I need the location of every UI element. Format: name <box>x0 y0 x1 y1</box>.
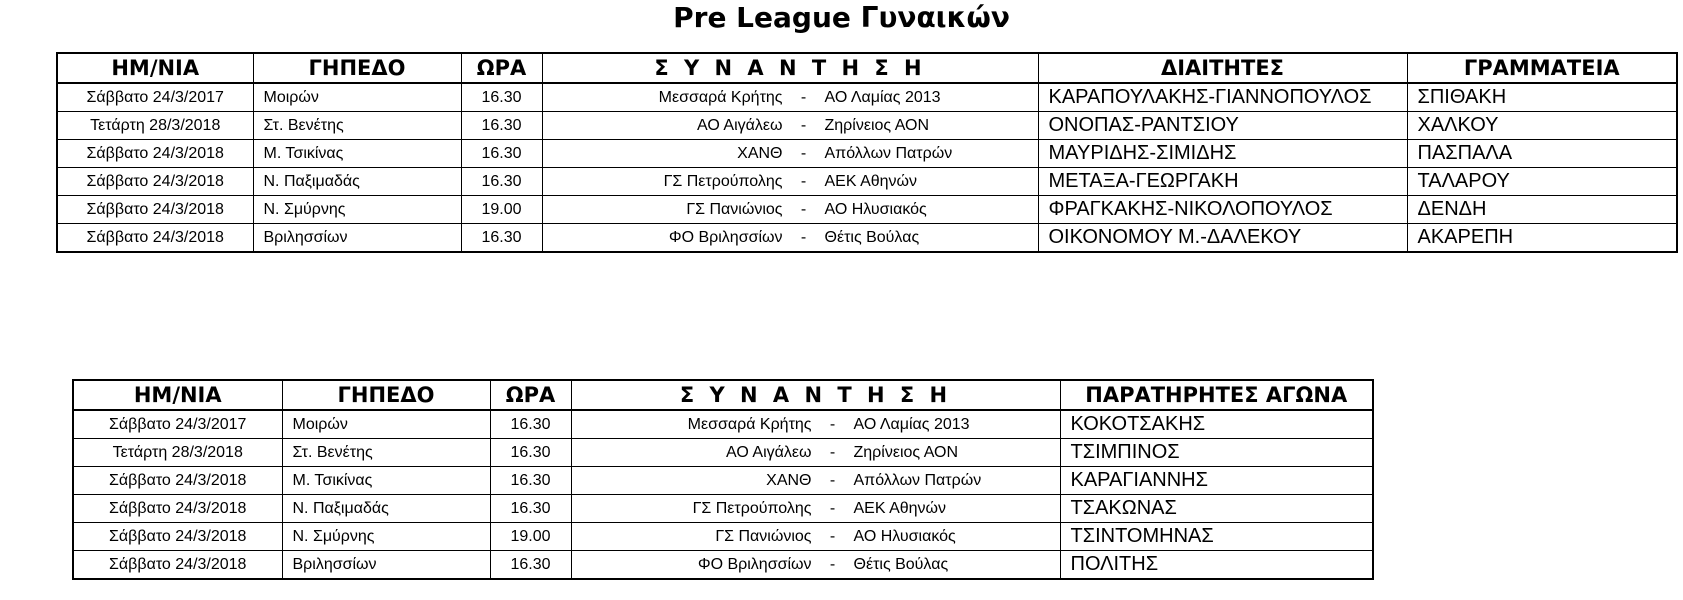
time-cell: 16.30 <box>490 551 571 580</box>
match-teams <box>578 416 1054 434</box>
home-team: Μεσσαρά Κρήτης <box>658 88 783 106</box>
venue-cell: Στ. Βενέτης <box>253 112 461 140</box>
venue-cell: Ν. Παξιμαδάς <box>253 168 461 196</box>
home-team: ΧΑΝΘ <box>766 471 812 489</box>
header-secretariat: ΓΡΑΜΜΑΤΕΙΑ <box>1407 53 1677 83</box>
match-teams <box>549 117 1032 135</box>
header-time: ΩΡΑ <box>461 53 542 83</box>
away-team: Ζηρίνειος ΑΟΝ <box>853 443 959 461</box>
table-row <box>73 439 1373 467</box>
venue-cell: Μ. Τσικίνας <box>253 140 461 168</box>
page-title: Pre League Γυναικών <box>673 1 1010 34</box>
date-cell: Σάββατο 24/3/2018 <box>73 523 282 551</box>
match-separator: - <box>829 415 836 433</box>
match-teams <box>578 444 1054 462</box>
time-cell: 19.00 <box>490 523 571 551</box>
match-cell <box>571 467 1060 495</box>
time-cell: 16.30 <box>490 439 571 467</box>
table-row <box>57 168 1677 196</box>
referees-cell: ΟΝΟΠΑΣ-ΡΑΝΤΣΙΟΥ <box>1038 112 1407 140</box>
date-cell: Τετάρτη 28/3/2018 <box>73 439 282 467</box>
match-teams <box>549 145 1032 163</box>
header-match: Σ Υ Ν Α Ν Τ Η Σ Η <box>542 53 1038 83</box>
table-row <box>57 140 1677 168</box>
away-team: ΑΟ Λαμίας 2013 <box>824 88 941 106</box>
date-cell: Σάββατο 24/3/2018 <box>73 467 282 495</box>
observer-cell: ΠΟΛΙΤΗΣ <box>1060 551 1373 580</box>
match-separator: - <box>829 471 836 489</box>
match-separator: - <box>829 555 836 573</box>
table-row <box>73 467 1373 495</box>
match-separator: - <box>800 144 807 162</box>
away-team: ΑΟ Λαμίας 2013 <box>853 415 970 433</box>
away-team: ΑΕΚ Αθηνών <box>853 499 947 517</box>
time-cell: 16.30 <box>461 224 542 253</box>
date-cell: Σάββατο 24/3/2017 <box>73 410 282 439</box>
match-cell <box>571 439 1060 467</box>
home-team: ΧΑΝΘ <box>737 144 783 162</box>
match-separator: - <box>800 228 807 246</box>
date-cell: Σάββατο 24/3/2018 <box>57 196 253 224</box>
match-teams <box>578 528 1054 546</box>
match-teams <box>578 472 1054 490</box>
match-separator: - <box>800 172 807 190</box>
header-date: ΗΜ/ΝΙΑ <box>57 53 253 83</box>
referees-cell: ΚΑΡΑΠΟΥΛΑΚΗΣ-ΓΙΑΝΝΟΠΟΥΛΟΣ <box>1038 83 1407 112</box>
table-row <box>73 551 1373 580</box>
referees-cell: ΟΙΚΟΝΟΜΟΥ Μ.-ΔΑΛΕΚΟΥ <box>1038 224 1407 253</box>
header-referees: ΔΙΑΙΤΗΤΕΣ <box>1038 53 1407 83</box>
away-team: Ζηρίνειος ΑΟΝ <box>824 116 930 134</box>
date-cell: Σάββατο 24/3/2018 <box>73 551 282 580</box>
match-cell <box>571 495 1060 523</box>
home-team: ΑΟ Αιγάλεω <box>697 116 783 134</box>
away-team: Απόλλων Πατρών <box>853 471 982 489</box>
table-row <box>57 224 1677 253</box>
away-team: ΑΟ Ηλυσιακός <box>824 200 927 218</box>
header-venue: ΓΗΠΕΔΟ <box>282 380 490 410</box>
match-separator: - <box>829 527 836 545</box>
date-cell: Σάββατο 24/3/2018 <box>57 168 253 196</box>
time-cell: 16.30 <box>461 83 542 112</box>
referees-cell: ΦΡΑΓΚΑΚΗΣ-ΝΙΚΟΛΟΠΟΥΛΟΣ <box>1038 196 1407 224</box>
match-teams <box>549 229 1032 247</box>
observer-cell: ΤΣΙΝΤΟΜΗΝΑΣ <box>1060 523 1373 551</box>
match-separator: - <box>829 499 836 517</box>
date-cell: Σάββατο 24/3/2018 <box>73 495 282 523</box>
date-cell: Σάββατο 24/3/2018 <box>57 140 253 168</box>
home-team: ΓΣ Πανιώνιος <box>686 200 783 218</box>
match-teams <box>549 89 1032 107</box>
match-cell <box>542 196 1038 224</box>
match-cell <box>542 168 1038 196</box>
time-cell: 16.30 <box>490 495 571 523</box>
match-teams <box>549 201 1032 219</box>
observers-table <box>72 379 1374 580</box>
secretariat-cell: ΧΑΛΚΟΥ <box>1407 112 1677 140</box>
date-cell: Σάββατο 24/3/2018 <box>57 224 253 253</box>
venue-cell: Μοιρών <box>282 410 490 439</box>
home-team: ΦΟ Βριλησσίων <box>668 228 783 246</box>
venue-cell: Ν. Παξιμαδάς <box>282 495 490 523</box>
match-cell <box>542 224 1038 253</box>
match-separator: - <box>829 443 836 461</box>
venue-cell: Μ. Τσικίνας <box>282 467 490 495</box>
venue-cell: Ν. Σμύρνης <box>253 196 461 224</box>
referees-table <box>56 52 1678 253</box>
observer-cell: ΤΣΑΚΩΝΑΣ <box>1060 495 1373 523</box>
home-team: ΓΣ Πανιώνιος <box>715 527 812 545</box>
match-teams <box>578 500 1054 518</box>
secretariat-cell: ΠΑΣΠΑΛΑ <box>1407 140 1677 168</box>
venue-cell: Ν. Σμύρνης <box>282 523 490 551</box>
secretariat-cell: ΣΠΙΘΑΚΗ <box>1407 83 1677 112</box>
match-separator: - <box>800 116 807 134</box>
referees-cell: ΜΑΥΡΙΔΗΣ-ΣΙΜΙΔΗΣ <box>1038 140 1407 168</box>
time-cell: 16.30 <box>490 410 571 439</box>
away-team: ΑΕΚ Αθηνών <box>824 172 918 190</box>
table-row <box>57 83 1677 112</box>
away-team: Θέτις Βούλας <box>824 228 920 246</box>
date-cell: Σάββατο 24/3/2017 <box>57 83 253 112</box>
match-teams <box>549 173 1032 191</box>
observer-cell: ΤΣΙΜΠΙΝΟΣ <box>1060 439 1373 467</box>
away-team: ΑΟ Ηλυσιακός <box>853 527 956 545</box>
header-time: ΩΡΑ <box>490 380 571 410</box>
table-row <box>57 112 1677 140</box>
time-cell: 16.30 <box>490 467 571 495</box>
match-cell <box>542 83 1038 112</box>
date-cell: Τετάρτη 28/3/2018 <box>57 112 253 140</box>
venue-cell: Βριλησσίων <box>282 551 490 580</box>
venue-cell: Μοιρών <box>253 83 461 112</box>
header-venue: ΓΗΠΕΔΟ <box>253 53 461 83</box>
header-date: ΗΜ/ΝΙΑ <box>73 380 282 410</box>
table-header-row <box>73 380 1373 410</box>
referees-cell: ΜΕΤΑΞΑ-ΓΕΩΡΓΑΚΗ <box>1038 168 1407 196</box>
home-team: ΦΟ Βριλησσίων <box>697 555 812 573</box>
away-team: Απόλλων Πατρών <box>824 144 953 162</box>
secretariat-cell: ΔΕΝΔΗ <box>1407 196 1677 224</box>
match-cell <box>571 523 1060 551</box>
venue-cell: Στ. Βενέτης <box>282 439 490 467</box>
time-cell: 16.30 <box>461 168 542 196</box>
match-separator: - <box>800 200 807 218</box>
match-separator: - <box>800 88 807 106</box>
time-cell: 16.30 <box>461 140 542 168</box>
home-team: ΑΟ Αιγάλεω <box>726 443 812 461</box>
table-row <box>73 495 1373 523</box>
away-team: Θέτις Βούλας <box>853 555 949 573</box>
venue-cell: Βριλησσίων <box>253 224 461 253</box>
home-team: Μεσσαρά Κρήτης <box>687 415 812 433</box>
table-row <box>73 410 1373 439</box>
header-match: Σ Υ Ν Α Ν Τ Η Σ Η <box>571 380 1060 410</box>
match-cell <box>571 551 1060 580</box>
match-cell <box>542 112 1038 140</box>
secretariat-cell: ΤΑΛΑΡΟΥ <box>1407 168 1677 196</box>
observer-cell: ΚΑΡΑΓΙΑΝΝΗΣ <box>1060 467 1373 495</box>
secretariat-cell: ΑΚΑΡΕΠΗ <box>1407 224 1677 253</box>
time-cell: 16.30 <box>461 112 542 140</box>
match-cell <box>571 410 1060 439</box>
table-row <box>57 196 1677 224</box>
match-cell <box>542 140 1038 168</box>
home-team: ΓΣ Πετρούπολης <box>663 172 783 190</box>
home-team: ΓΣ Πετρούπολης <box>692 499 812 517</box>
observer-cell: ΚΟΚΟΤΣΑΚΗΣ <box>1060 410 1373 439</box>
header-observers: ΠΑΡΑΤΗΡΗΤΕΣ ΑΓΩΝΑ <box>1060 380 1373 410</box>
match-teams <box>578 556 1054 574</box>
time-cell: 19.00 <box>461 196 542 224</box>
table-header-row <box>57 53 1677 83</box>
table-row <box>73 523 1373 551</box>
